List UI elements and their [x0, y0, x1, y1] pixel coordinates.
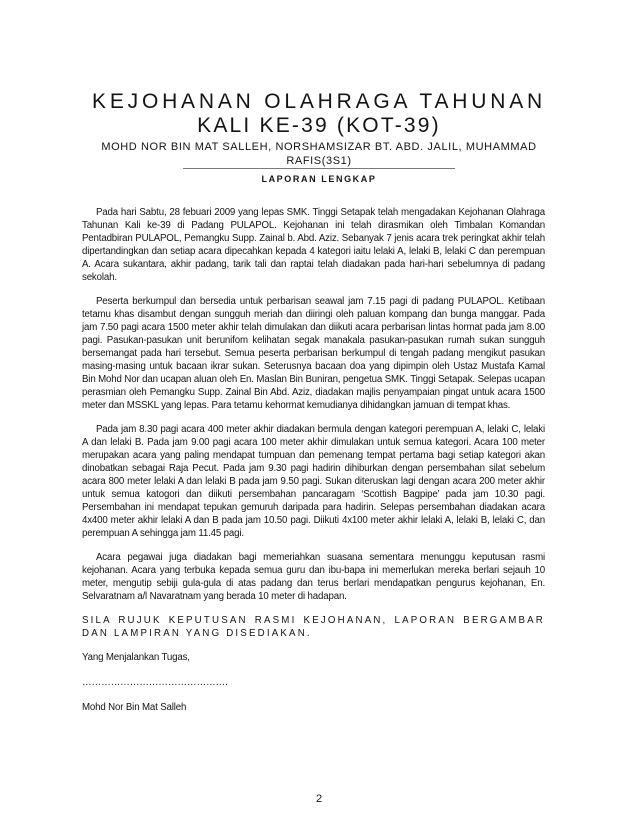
paragraph-2: Peserta berkumpul dan bersedia untuk perbarisan seawal jam 7.15 pagi di padang PULAPOL. Ketibaan tetamu khas disambut dengan sungguh meriah dan diiringi oleh paluan kompang dan bunga manggar. Pada jam 7.50 pagi acara 1500 meter akhir telah dimulakan dan diikuti acara perbarisan lintas hormat pada jam 8.00 pagi. Pasukan-pasukan unit berunifom kelihatan segak manakala pasukan-pasukan rumah sukan sungguh bersemangat pada hari tersebut. Semua peserta perbarisan berkumpul di tengah padang mengikut pasukan masing-masing untuk bacaan ikrar sukan. Seterusnya bacaan doa yang dipimpin oleh Ustaz Mustafa Kamal Bin Mohd Nor dan ucapan aluan oleh En. Maslan Bin Buniran, pengetua SMK. Tinggi Setapak. Selepas ucapan perasmian oleh Pemangku Supp. Zainal Bin Abd. Aziz, diadakan majlis penyampaian pingat untuk acara 1500 meter dan MSSKL yang lepas. Para tetamu kehormat kemudianya dihidangkan jamuan di tempat khas. — [82, 296, 545, 411]
report-body — [82, 206, 545, 726]
author-line: MOHD NOR BIN MAT SALLEH, NORSHAMSIZAR BT. ABD. JALIL, MUHAMMAD RAFIS(3S1) — [101, 141, 537, 167]
signature-name: Mohd Nor Bin Mat Salleh — [82, 702, 187, 713]
document-title-line1: KEJOHANAN OLAHRAGA TAHUNAN — [92, 90, 546, 113]
signature-label: Yang Menjalankan Tugas, — [82, 652, 190, 663]
paragraph-4: Acara pegawai juga diadakan bagi memeriahkan suasana sementara menunggu keputusan rasmi kejohanan. Acara yang terbuka kepada semua guru dan ibu-bapa ini memerlukan mereka berlari sejauh 10 meter, mengutip sebiji gula-gula di atas padang dan terus berlari mendapatkan pengurus kejohanan, En. Selvaratnam a/l Navaratnam yang berada 10 meter di hadapan. — [82, 552, 545, 602]
document-title-line2: KALI KE-39 (KOT-39) — [197, 114, 441, 137]
signature-line: ………………………………………. — [82, 677, 228, 688]
header-divider — [183, 168, 455, 169]
paragraph-1: Pada hari Sabtu, 28 febuari 2009 yang lepas SMK. Tinggi Setapak telah mengadakan Kejohanan Olahraga Tahunan Kali ke-39 di Padang PULAPOL. Kejohanan ini telah dirasmikan oleh Timbalan Komandan Pentadbiran PULAPOL, Pemangku Supp. Zainal b. Abd. Aziz. Sebanyak 7 jenis acara trek peringkat akhir telah dipertandingkan dan setiap acara dipecahkan kepada 4 kategori iaitu lelaki A, lelaki B, lelaki C dan perempuan A. Acara sukantara, akhir padang, tarik tali dan raptai telah diadakan pada hari-hari sebelumnya di padang sekolah. — [82, 207, 545, 283]
paragraph-3: Pada jam 8.30 pagi acara 400 meter akhir diadakan bermula dengan kategori perempuan A, lelaki C, lelaki A dan lelaki B. Pada jam 9.00 pagi acara 100 meter akhir dimulakan untuk semua kategori. Acara 100 meter merupakan acara yang paling mendapat tumpuan dan pemenang tempat pertama bagi setiap kategori akan dinobatkan sebagai Raja Pecut. Pada jam 9.30 pagi hadirin dihiburkan dengan persembahan silat sebelum acara 800 meter lelaki A dan lelaki B pada jam 9.50 pagi. Sukan diteruskan lagi dengan acara 200 meter akhir untuk semua katogori dan diikuti persembahan pancaragam ‘Scottish Bagpipe’ pada jam 10.30 pagi. Persembahan ini mendapat tepukan gemuruh daripada para hadirin. Selepas persembahan diadakan acara 4x400 meter akhir lelaki A dan B pada jam 10.50 pagi. Diikuti 4x100 meter akhir lelaki A, lelaki B, lelaki C, dan perempuan A sehingga jam 11.45 pagi. — [82, 424, 545, 539]
page-number: 2 — [315, 793, 323, 805]
closing-note: SILA RUJUK KEPUTUSAN RASMI KEJOHANAN, LAPORAN BERGAMBAR DAN LAMPIRAN YANG DISEDIAKAN. — [82, 615, 545, 639]
section-label: LAPORAN LENGKAP — [261, 174, 377, 184]
